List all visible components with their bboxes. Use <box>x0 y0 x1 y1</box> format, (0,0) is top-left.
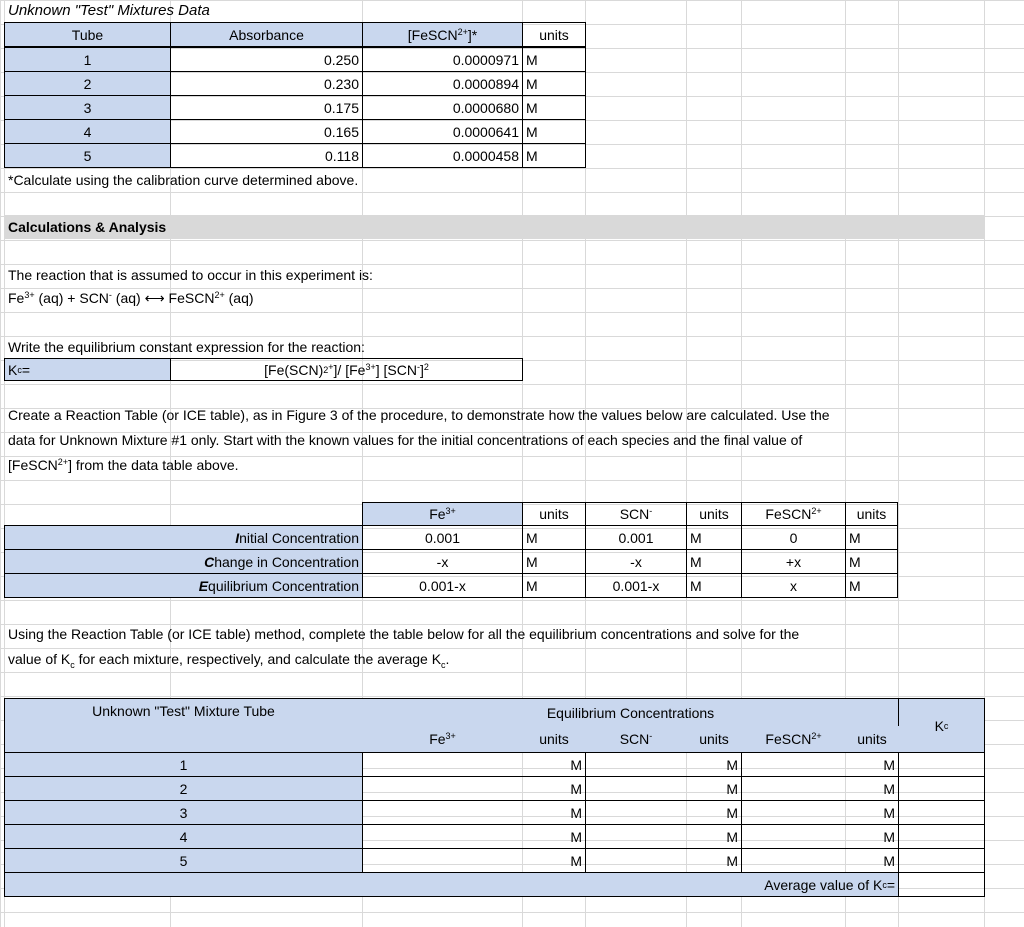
reaction-product-charge: 2+ <box>214 290 225 300</box>
ice-header-fe-text: Fe <box>429 506 446 522</box>
ice-row-fe[interactable]: -x <box>362 549 523 574</box>
ice-header-units-2[interactable]: units <box>686 502 742 526</box>
eq-instr-line2-sub: c <box>70 659 75 670</box>
ice-row-label[interactable] <box>4 525 363 550</box>
eq-row-fe-input[interactable] <box>362 776 523 801</box>
eq-instr-line2a: value of K <box>8 651 71 667</box>
eq-instructions-line2 <box>8 648 449 670</box>
eq-header-fescn-sup: 2+ <box>811 731 822 741</box>
ice-instructions-line1: Create a Reaction Table (or ICE table), as in Figure 3 of the procedure, to demonstrate how the values below are calculated. Use the <box>8 407 830 423</box>
ice-header-fe-sup: 3+ <box>445 506 456 516</box>
kc-label: K <box>8 361 18 378</box>
eq-row-unit[interactable]: M <box>686 800 742 825</box>
eq-header-kc-sub: c <box>943 720 949 731</box>
ice-row-unit[interactable]: M <box>686 525 742 550</box>
eq-row-unit[interactable]: M <box>845 824 899 849</box>
eq-row-tube[interactable]: 2 <box>4 776 363 801</box>
eq-row-unit[interactable]: M <box>686 824 742 849</box>
kc-expr-d-sup: 2 <box>423 361 429 372</box>
eq-header-group[interactable]: Equilibrium Concentrations <box>362 698 899 727</box>
data-row-unit[interactable]: M <box>522 95 586 120</box>
ice-row-unit[interactable]: M <box>845 549 898 574</box>
eq-row-tube[interactable]: 3 <box>4 800 363 825</box>
ice-row-unit[interactable]: M <box>522 549 586 574</box>
average-kc-value[interactable] <box>898 872 985 897</box>
kc-expression-cell[interactable] <box>170 358 523 381</box>
ice-header-units-3[interactable]: units <box>845 502 898 526</box>
data-row-tube[interactable]: 2 <box>4 71 171 96</box>
kc-expr-b-sup: 3+ <box>365 361 376 372</box>
ice-instructions-line2: data for Unknown Mixture #1 only. Start with the known values for the initial concentrations of each species and the final value of <box>8 432 803 448</box>
eq-row-tube[interactable]: 1 <box>4 752 363 777</box>
data-row-concentration[interactable]: 0.0000458 <box>362 143 523 168</box>
eq-row-kc-input[interactable] <box>898 776 985 801</box>
eq-header-fescn[interactable] <box>741 726 846 753</box>
kc-expr-b: ]/ [Fe <box>333 361 366 378</box>
data-row-concentration[interactable]: 0.0000971 <box>362 47 523 72</box>
eq-row-unit[interactable]: M <box>522 800 586 825</box>
ice-row-label[interactable] <box>4 573 363 598</box>
ice-row-label-initial: E <box>198 577 209 594</box>
eq-header-units-3[interactable]: units <box>845 726 899 753</box>
eq-row-tube[interactable]: 5 <box>4 848 363 873</box>
ice-row-unit[interactable]: M <box>522 573 586 598</box>
data-footnote: *Calculate using the calibration curve determined above. <box>8 172 359 188</box>
eq-row-unit[interactable]: M <box>845 848 899 873</box>
data-row-unit[interactable]: M <box>522 71 586 96</box>
eq-header-units-2[interactable]: units <box>686 726 742 753</box>
kc-expr-a-sup: + <box>328 361 334 372</box>
ice-row-unit[interactable]: M <box>522 525 586 550</box>
eq-row-unit[interactable]: M <box>845 752 899 777</box>
eq-row-fe-input[interactable] <box>362 800 523 825</box>
reaction-intro: The reaction that is assumed to occur in this experiment is: <box>8 267 373 283</box>
eq-instructions-line1: Using the Reaction Table (or ICE table) method, complete the table below for all the equilibrium concentrations and solve for the <box>8 626 800 642</box>
average-kc-label-cell[interactable] <box>4 872 899 897</box>
data-row-unit[interactable]: M <box>522 47 586 72</box>
eq-row-unit[interactable]: M <box>522 848 586 873</box>
ice-instr-line3a: [FeSCN <box>8 457 58 473</box>
header-fescn-close: ]* <box>467 26 478 43</box>
eq-row-unit[interactable]: M <box>686 752 742 777</box>
eq-instr-line2-sub2: c <box>441 659 446 670</box>
eq-header-scn-text: SCN <box>619 731 650 747</box>
eq-header-fescn-text: FeSCN <box>765 731 812 747</box>
eq-row-unit[interactable]: M <box>845 800 899 825</box>
eq-instr-line2c: . <box>445 651 450 667</box>
reaction-fe: Fe <box>8 290 25 306</box>
kc-expr-a: [Fe(SCN) <box>264 361 324 378</box>
ice-instr-line3b: ] from the data table above. <box>68 457 239 473</box>
reaction-part3: (aq) <box>224 290 254 306</box>
ice-row-unit[interactable]: M <box>686 573 742 598</box>
ice-row-label-rest: quilibrium Concentration <box>208 577 359 594</box>
data-row-concentration[interactable]: 0.0000680 <box>362 95 523 120</box>
header-units[interactable]: units <box>522 22 586 47</box>
ice-row-label[interactable] <box>4 549 363 574</box>
reaction-part1: (aq) + SCN <box>34 290 109 306</box>
ice-header-scn[interactable] <box>585 502 687 526</box>
eq-row-scn-input[interactable] <box>585 776 687 801</box>
eq-row-kc-input[interactable] <box>898 752 985 777</box>
eq-header-scn[interactable] <box>585 726 687 753</box>
header-fescn-charge: 2+ <box>457 26 468 37</box>
section-title: Unknown "Test" Mixtures Data <box>8 2 210 19</box>
eq-row-fescn-input[interactable] <box>741 752 846 777</box>
ice-row-unit[interactable]: M <box>845 525 898 550</box>
ice-row-label-rest: nitial Concentration <box>239 529 359 546</box>
eq-row-unit[interactable]: M <box>522 752 586 777</box>
kc-label-cell[interactable] <box>4 358 171 381</box>
data-row-tube[interactable]: 3 <box>4 95 171 120</box>
eq-header-kc-text: K <box>934 717 944 734</box>
data-row-absorbance[interactable]: 0.165 <box>170 119 363 144</box>
ice-row-label-initial: I <box>235 529 240 546</box>
eq-row-unit[interactable]: M <box>686 776 742 801</box>
ice-header-fe[interactable] <box>362 502 523 526</box>
eq-row-fescn-input[interactable] <box>741 776 846 801</box>
ice-instructions-line3 <box>8 454 239 476</box>
eq-row-unit[interactable]: M <box>686 848 742 873</box>
average-kc-label: Average value of K <box>764 876 883 893</box>
eq-header-fe[interactable] <box>362 726 523 753</box>
ice-header-fescn[interactable] <box>741 502 846 526</box>
eq-header-scn-sup: - <box>649 731 653 741</box>
kc-label-sub: c <box>17 364 22 375</box>
eq-row-scn-input[interactable] <box>585 752 687 777</box>
ice-row-fescn[interactable]: +x <box>741 549 846 574</box>
eq-header-fe-sup: 3+ <box>445 731 456 741</box>
kc-label-eq: = <box>21 361 31 378</box>
eq-row-scn-input[interactable] <box>585 824 687 849</box>
reaction-part2: (aq) ⟷ FeSCN <box>111 290 215 306</box>
ice-row-fe[interactable]: 0.001 <box>362 525 523 550</box>
ice-row-scn[interactable]: 0.001-x <box>585 573 687 598</box>
ice-row-unit[interactable]: M <box>845 573 898 598</box>
data-row-concentration[interactable]: 0.0000894 <box>362 71 523 96</box>
kc-expr-d: ] <box>419 361 424 378</box>
header-fescn-concentration[interactable] <box>362 22 523 47</box>
eq-row-scn-input[interactable] <box>585 800 687 825</box>
data-row-absorbance[interactable]: 0.175 <box>170 95 363 120</box>
data-row-tube[interactable]: 4 <box>4 119 171 144</box>
eq-row-fescn-input[interactable] <box>741 800 846 825</box>
ice-header-units-1[interactable]: units <box>522 502 586 526</box>
data-row-unit[interactable]: M <box>522 143 586 168</box>
eq-row-fescn-input[interactable] <box>741 824 846 849</box>
kc-expr-c-sup: - <box>416 361 420 372</box>
kc-intro: Write the equilibrium constant expression for the reaction: <box>8 339 365 355</box>
header-absorbance[interactable]: Absorbance <box>170 22 363 47</box>
ice-header-scn-sup: - <box>649 506 653 516</box>
header-tube[interactable]: Tube <box>4 22 171 47</box>
eq-row-fe-input[interactable] <box>362 752 523 777</box>
ice-row-label-initial: C <box>204 553 215 570</box>
ice-instr-line3-sup: 2+ <box>57 457 69 467</box>
ice-row-label-rest: hange in Concentration <box>214 553 359 570</box>
eq-row-unit[interactable]: M <box>522 776 586 801</box>
eq-header-kc[interactable] <box>898 698 985 753</box>
eq-row-kc-input[interactable] <box>898 800 985 825</box>
reaction-equation <box>8 288 254 308</box>
eq-row-unit[interactable]: M <box>845 776 899 801</box>
eq-header-units-1[interactable]: units <box>522 726 586 753</box>
ice-row-unit[interactable]: M <box>686 549 742 574</box>
eq-row-fe-input[interactable] <box>362 848 523 873</box>
eq-row-kc-input[interactable] <box>898 848 985 873</box>
eq-row-tube[interactable]: 4 <box>4 824 363 849</box>
data-row-unit[interactable]: M <box>522 119 586 144</box>
ice-header-scn-text: SCN <box>619 506 650 522</box>
average-kc-sub: c <box>882 879 887 890</box>
kc-expr-c: ] [SCN <box>375 361 417 378</box>
ice-row-fescn[interactable]: x <box>741 573 846 598</box>
ice-header-fescn-text: FeSCN <box>765 506 812 522</box>
data-row-tube[interactable]: 1 <box>4 47 171 72</box>
eq-header-tube[interactable]: Unknown "Test" Mixture Tube <box>4 698 363 753</box>
eq-row-unit[interactable]: M <box>522 824 586 849</box>
data-row-absorbance[interactable]: 0.230 <box>170 71 363 96</box>
eq-row-fe-input[interactable] <box>362 824 523 849</box>
average-kc-eq: = <box>886 876 895 893</box>
ice-row-fescn[interactable]: 0 <box>741 525 846 550</box>
eq-header-fe-text: Fe <box>429 731 446 747</box>
eq-row-fescn-input[interactable] <box>741 848 846 873</box>
reaction-scn-charge: - <box>108 290 112 300</box>
ice-row-scn[interactable]: 0.001 <box>585 525 687 550</box>
data-row-absorbance[interactable]: 0.118 <box>170 143 363 168</box>
eq-row-kc-input[interactable] <box>898 824 985 849</box>
header-fescn-label: [FeSCN <box>407 26 458 43</box>
ice-row-scn[interactable]: -x <box>585 549 687 574</box>
eq-row-scn-input[interactable] <box>585 848 687 873</box>
data-row-absorbance[interactable]: 0.250 <box>170 47 363 72</box>
ice-row-fe[interactable]: 0.001-x <box>362 573 523 598</box>
ice-header-fescn-sup: 2+ <box>811 506 822 516</box>
kc-expr-a-sub: 2 <box>323 364 329 375</box>
data-row-tube[interactable]: 5 <box>4 143 171 168</box>
reaction-fe-charge: 3+ <box>24 290 35 300</box>
data-row-concentration[interactable]: 0.0000641 <box>362 119 523 144</box>
analysis-header: Calculations & Analysis <box>8 219 167 235</box>
eq-instr-line2b: for each mixture, respectively, and calculate the average K <box>74 651 442 667</box>
